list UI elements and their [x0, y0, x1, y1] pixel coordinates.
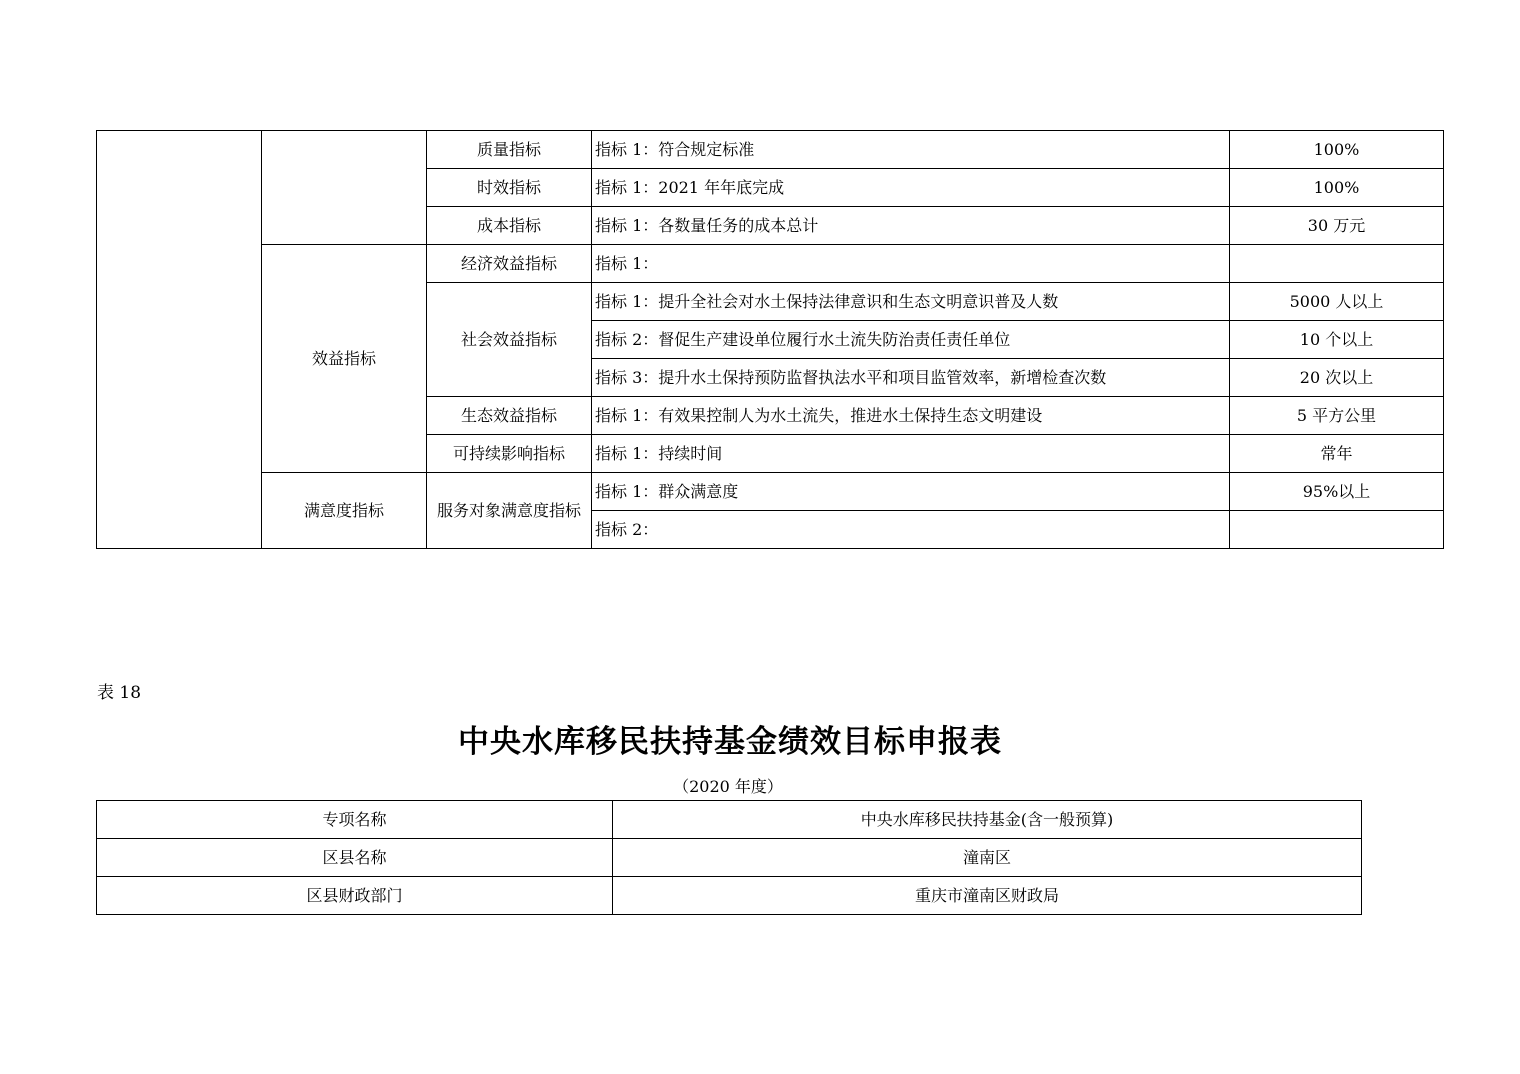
level2-empty-cell [262, 131, 427, 245]
indicator-cell: 指标 1：持续时间 [592, 435, 1230, 473]
sub-indicator-cell: 经济效益指标 [427, 245, 592, 283]
page-title: 中央水库移民扶持基金绩效目标申报表 [458, 724, 1002, 760]
table-row [97, 801, 1362, 839]
basic-info-table [96, 800, 1362, 915]
year-subtitle: （2020 年度） [673, 777, 783, 796]
level1-empty-cell [97, 131, 262, 549]
table-row [97, 839, 1362, 877]
indicator-cell: 指标 1：各数量任务的成本总计 [592, 207, 1230, 245]
indicator-cell: 指标 1：提升全社会对水土保持法律意识和生态文明意识普及人数 [592, 283, 1230, 321]
field-label-cell: 专项名称 [97, 801, 613, 839]
target-value-cell: 95%以上 [1230, 473, 1444, 511]
sub-indicator-cell: 成本指标 [427, 207, 592, 245]
sub-indicator-cell: 质量指标 [427, 131, 592, 169]
indicator-cell: 指标 1：群众满意度 [592, 473, 1230, 511]
sub-indicator-cell: 时效指标 [427, 169, 592, 207]
field-label-cell: 区县财政部门 [97, 877, 613, 915]
indicator-cell: 指标 1： [592, 245, 1230, 283]
target-value-cell [1230, 511, 1444, 549]
sub-indicator-cell: 可持续影响指标 [427, 435, 592, 473]
table-row [97, 245, 1444, 283]
indicator-table [96, 130, 1444, 549]
sub-indicator-cell: 社会效益指标 [427, 283, 592, 397]
target-value-cell: 30 万元 [1230, 207, 1444, 245]
benefit-group-cell: 效益指标 [262, 245, 427, 473]
indicator-cell: 指标 3：提升水土保持预防监督执法水平和项目监管效率，新增检查次数 [592, 359, 1230, 397]
field-label-cell: 区县名称 [97, 839, 613, 877]
indicator-cell: 指标 1：符合规定标准 [592, 131, 1230, 169]
table-number-label: 表 18 [97, 683, 142, 703]
field-value-cell: 重庆市潼南区财政局 [613, 877, 1362, 915]
field-value-cell: 中央水库移民扶持基金(含一般预算) [613, 801, 1362, 839]
indicator-cell: 指标 1：2021 年年底完成 [592, 169, 1230, 207]
satisfaction-group-cell: 满意度指标 [262, 473, 427, 549]
field-value-cell: 潼南区 [613, 839, 1362, 877]
indicator-cell: 指标 1：有效果控制人为水土流失，推进水土保持生态文明建设 [592, 397, 1230, 435]
table-row [97, 877, 1362, 915]
table-row [97, 131, 1444, 169]
target-value-cell: 5 平方公里 [1230, 397, 1444, 435]
indicator-cell: 指标 2：督促生产建设单位履行水土流失防治责任责任单位 [592, 321, 1230, 359]
target-value-cell [1230, 245, 1444, 283]
sub-indicator-cell: 生态效益指标 [427, 397, 592, 435]
target-value-cell: 20 次以上 [1230, 359, 1444, 397]
target-value-cell: 10 个以上 [1230, 321, 1444, 359]
target-value-cell: 100% [1230, 169, 1444, 207]
target-value-cell: 100% [1230, 131, 1444, 169]
indicator-cell: 指标 2： [592, 511, 1230, 549]
target-value-cell: 5000 人以上 [1230, 283, 1444, 321]
target-value-cell: 常年 [1230, 435, 1444, 473]
table-row [97, 473, 1444, 511]
sub-indicator-cell: 服务对象满意度指标 [427, 473, 592, 549]
